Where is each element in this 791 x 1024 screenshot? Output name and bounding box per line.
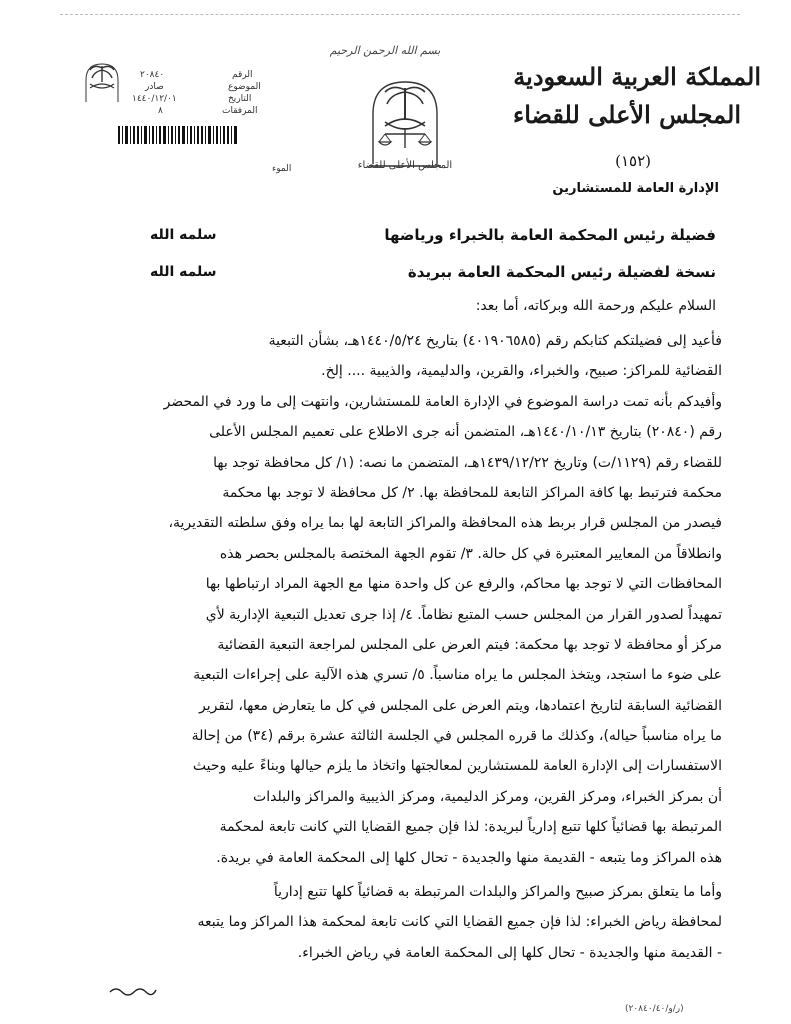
body-line: الاستفسارات إلى الإدارة العامة للمستشارين لمعالجتها واتخاذ ما يلزم حيالها وبناءً عليه وحيث [192, 758, 722, 775]
signature-mark [108, 984, 158, 998]
body-line: القضائية للمراكز: صبيح، والخبراء، والقرين، والدليمية، والذيبية .... إلخ. [321, 363, 722, 380]
addressee-2: نسخة لفضيلة رئيس المحكمة العامة ببريدة [407, 263, 716, 281]
body-line: على ضوء ما استجد، ويتخذ المجلس ما يراه مناسباً. ٥/ تسري هذه الآلية على إجراءات التبعية [193, 667, 722, 684]
body-line: محكمة فترتبط بها كافة المراكز التابعة للمحافظة بها. ٢/ كل محافظة لا توجد بها محكمة [222, 484, 722, 501]
body-line: - القديمة منها والجديدة - تحال كلها إلى المحكمة العامة في رياض الخبراء. [297, 944, 722, 961]
body-line: فيصدر من المجلس قرار بربط هذه المحافظة والمراكز التابعة لها بما يراه وفق سلطته التقديرية، [168, 515, 722, 532]
addressee-1-salute: سلمه الله [150, 227, 217, 243]
footer-code: (ر/و/٢٠٨٤٠/٤٠) [625, 1004, 684, 1014]
meta-subject-value: صادر [145, 82, 164, 92]
body-line: لمحافظة رياض الخبراء: لذا فإن جميع القضايا التي كانت تابعة لمحكمة هذا المراكز وما يتبعه [197, 914, 722, 931]
body-line: تمهيداً لصدور القرار من المجلس حسب المتبع نظاماً. ٤/ إذا جرى تعديل التبعية الإدارية لأي [205, 606, 722, 623]
top-rule [60, 14, 740, 15]
body-line: وأفيدكم بأنه تمت دراسة الموضوع في الإدارة العامة للمستشارين، وانتهت إلى ما ورد في المحضر [163, 393, 722, 410]
seal-icon [80, 62, 124, 106]
meta-marks-label: الموء [272, 164, 292, 174]
body-line: القضائية السابقة لتاريخ اعتمادها، ويتم العرض على المجلس في كل ما يتعارض معها، لتقرير [198, 697, 722, 714]
body-line: فأعيد إلى فضيلتكم كتابكم رقم (٤٠١٩٠٦٥٨٥) بتاريخ ١٤٤٠/٥/٢٤هـ، بشأن التبعية [268, 333, 722, 349]
body-line: هذه المراكز وما يتبعه - القديمة منها والجديدة - تحال كلها إلى المحكمة العامة في بريدة. [216, 849, 722, 866]
letterhead-number: (١٥٢) [615, 152, 651, 170]
body-line: مركز أو محافظة لا توجد بها محكمة: فيتم العرض على المجلس لمراجعة التبعية القضائية [217, 636, 722, 653]
body-line: المرتبطة بها قضائياً كلها تتبع إدارياً لبريدة: لذا فإن جميع القضايا التي كانت تابعة لمحكمة [219, 819, 722, 836]
basmala: بسم الله الرحمن الرحيم [329, 44, 441, 57]
body-line: للقضاء رقم (١١٢٩/ت) وتاريخ ١٤٣٩/١٢/٢٢هـ، المتضمن ما نصه: (١/ كل محافظة توجد بها [213, 454, 722, 471]
body-line: رقم (٢٠٨٤٠) بتاريخ ١٤٤٠/١٠/١٣هـ، المتضمن أنه جرى الاطلاع على تعميم المجلس الأعلى [209, 424, 722, 441]
letterhead-country: المملكة العربية السعودية [513, 62, 761, 91]
body-line: وأما ما يتعلق بمركز صبيح والمراكز والبلدات المرتبطة به قضائياً كلها تتبع إدارياً [273, 884, 722, 901]
meta-attach-value: ٨ [158, 106, 163, 116]
barcode [118, 126, 270, 144]
addressee-1: فضيلة رئيس المحكمة العامة بالخبراء ورياضها [384, 226, 716, 244]
letter-body [70, 326, 722, 968]
body-line: ما يراه مناسباً حياله)، وكذلك ما قرره المجلس في الجلسة الثالثة عشرة برقم (٣٤) من إحالة [191, 728, 722, 745]
letterhead-council: المجلس الأعلى للقضاء [512, 100, 741, 129]
body-line: وانطلاقاً من المعايير المعتبرة في كل حالة. ٣/ تقوم الجهة المختصة بالمجلس بحصر هذه [219, 545, 722, 562]
addressee-2-salute: سلمه الله [150, 264, 217, 280]
meta-date-value: ١٤٤٠/١٢/٠١ [132, 94, 177, 104]
body-line: المحافظات التي لا توجد بها محاكم، والرفع عن كل واحدة منها مع الجهة المراد ارتباطها بها [205, 576, 722, 593]
department-name: الإدارة العامة للمستشارين [552, 181, 719, 196]
emblem-caption: المجلس الأعلى للقضاء [357, 160, 453, 171]
greeting: السلام عليكم ورحمة الله وبركاته، أما بعد: [475, 298, 716, 314]
body-line: أن بمركز الخبراء، ومركز القرين، ومركز الدليمية، ومركز الذيبية والمراكز والبلدات [253, 788, 722, 805]
meta-ref-value: ٢٠٨٤٠ [140, 70, 165, 80]
meta-subject-label: الموضوع [228, 82, 261, 92]
meta-ref-label: الرقم [232, 70, 253, 80]
meta-date-label: التاريخ [228, 94, 252, 104]
meta-attach-label: المرفقات [222, 106, 258, 116]
